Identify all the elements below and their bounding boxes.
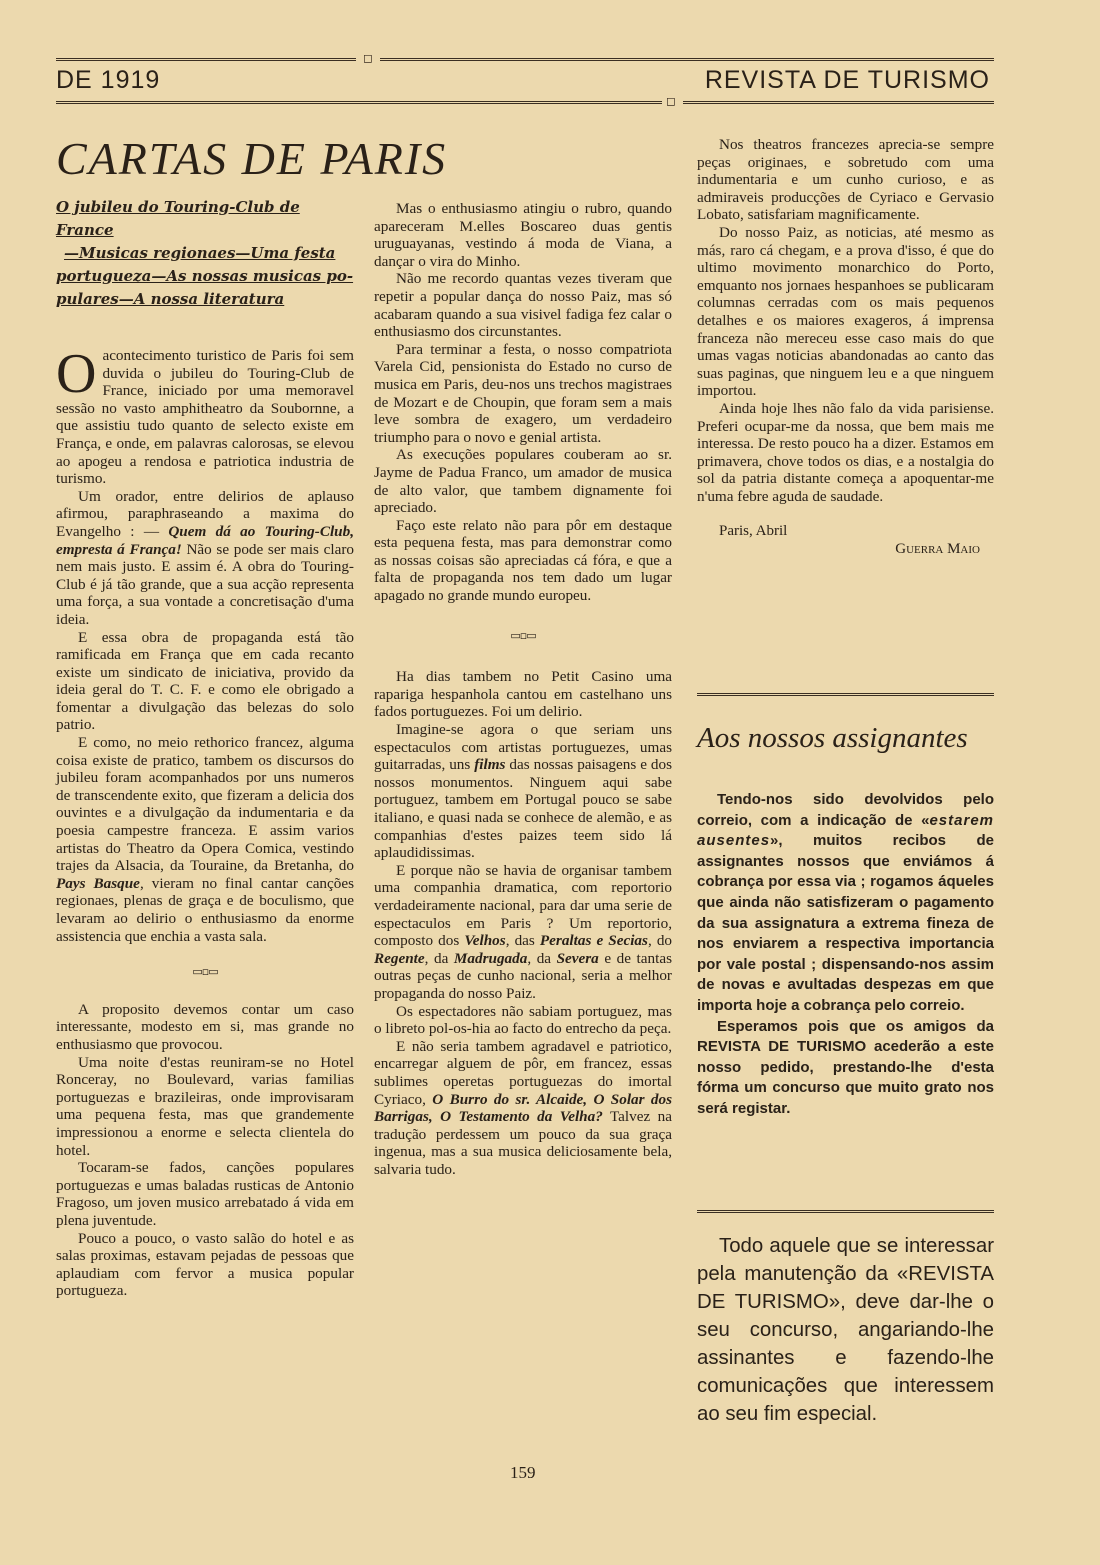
paragraph: Esperamos pois que os amigos da REVISTA DE TURISMO acederão a este nosso pedido, prestando-lhe d'esta fórma um concurso que muito grato nos será registar. bbox=[697, 1017, 994, 1117]
paragraph: Nos theatros francezes aprecia-se sempre peças originaes, e sobretudo com uma indumentaria e um cunho curioso, e as admiraveis producções de Cyriaco e Gervasio Lobato, satisfariam magnificamente. bbox=[697, 136, 994, 224]
emphasis-text: Pays Basque bbox=[56, 874, 140, 892]
article-subtitle bbox=[56, 196, 354, 311]
notice-top-rule bbox=[697, 693, 994, 696]
column-2 bbox=[374, 200, 672, 1178]
paragraph-text: , vieram no final cantar canções regionaes, plenas de graça e de boculismo, que levaram ao delirio o enthusiasmo da enorme assistencia que enchia a vasta sala. bbox=[56, 874, 355, 945]
paragraph-text: , do bbox=[647, 932, 673, 950]
paragraph bbox=[56, 734, 354, 945]
author-signature: Guerra Maio bbox=[895, 541, 980, 558]
paragraph-text: E porque não se havia de organisar tambem uma companhia dramatica, com reportorio verdadeiramente nacional, para dar uma serie de espectaculos em Paris ? Um reportorio, composto dos bbox=[374, 861, 672, 950]
paragraph: Mas o enthusiasmo atingiu o rubro, quando apareceram M.elles Boscareo duas gentis uruguayanas, vestindo á moda de Viana, a dançar o vira do Minho. bbox=[374, 200, 672, 270]
paragraph-text: Talvez na tradução perdessem um pouco da sua graça ingenua, mas a sua musica deliciosamente bela, salvaria tudo. bbox=[374, 1108, 672, 1178]
paragraph bbox=[374, 862, 672, 1003]
paragraph: Os espectadores não sabiam portuguez, mas o libreto pol-os-hia ao facto do entrecho da peça. bbox=[374, 1002, 672, 1038]
subtitle-line: pulares—A nossa literatura bbox=[56, 290, 285, 308]
paragraph bbox=[374, 721, 672, 862]
emphasis-text: films bbox=[474, 756, 506, 774]
paragraph: Faço este relato não para pôr em destaque esta pequena festa, mas para demonstrar como as nossas coisas são apreciadas cá fóra, e que a falta de propaganda nos tem dado um lugar apagado no grande mundo europeu. bbox=[374, 516, 672, 605]
paragraph-text: , da bbox=[527, 949, 557, 967]
notice-title: Aos nossos assignantes bbox=[697, 722, 968, 754]
paragraph: Todo aquele que se interessar pela manutenção da «REVISTA DE TURISMO», deve dar-lhe o seu concurso, angariando-lhe assinantes e fazendo-lhe comunicações que interessem ao seu fim especial. bbox=[697, 1235, 994, 1425]
page-number: 159 bbox=[510, 1463, 536, 1482]
article-title: CARTAS DE PARIS bbox=[56, 133, 448, 184]
paragraph-text: Um orador, entre delirios de aplauso afirmou, paraphraseando a maxima do Evangelho : — bbox=[56, 487, 354, 540]
paragraph: Uma noite d'estas reuniram-se no Hotel Ronceray, no Boulevard, varias familias portuguezas e brazileiras, onde improvisaram uma pequena festa, mas que grandemente impressionou a enorme e selecta clientela do hotel. bbox=[56, 1053, 354, 1159]
emphasis-text: estarem ausentes bbox=[697, 811, 994, 850]
paragraph: As execuções populares couberam ao sr. Jayme de Padua Franco, um amador de musica de alto valor, que tambem dignamente foi apreciado. bbox=[374, 446, 672, 517]
emphasis-text: Madrugada bbox=[453, 949, 528, 967]
paragraph bbox=[697, 790, 994, 1017]
header-bottom-rule bbox=[56, 101, 662, 104]
section-separator: ▭▫▭ bbox=[510, 628, 536, 642]
emphasis-text: Regente bbox=[374, 949, 425, 967]
paragraph: Para terminar a festa, o nosso compatriota Varela Cid, pensionista do Estado no curso de musica em Paris, deu-nos uns trechos magistraes de Mozart e de Choupin, que foram sem a mais leve sombra de exagero, um verdadeiro triumpho para o novo e genial artista. bbox=[374, 340, 672, 446]
paragraph: Pouco a pouco, o vasto salão do hotel e as salas proximas, estavam pejadas de pessoas que aplaudiam com fervor a musica popular portugueza. bbox=[56, 1229, 354, 1300]
header-top-rule bbox=[56, 58, 356, 61]
paragraph: Tocaram-se fados, canções populares portuguezas e umas baladas rusticas de Antonio Fragoso, um joven musico arrebatado á vida em plena juventude. bbox=[56, 1159, 354, 1229]
drop-cap: O bbox=[56, 343, 97, 405]
subtitle-line: —Musicas regionaes—Uma festa bbox=[64, 244, 336, 262]
subtitle-line: portugueza—As nossas musicas po- bbox=[56, 267, 354, 285]
paragraph-text: Imagine-se agora o que seriam uns espectaculos com artistas portuguezes, umas guitarradas, uns bbox=[374, 721, 672, 774]
paragraph-text: E como, no meio rethorico francez, alguma coisa existe de pratico, tambem os discursos do jubileu foram acompanhados por uns numeros de transcendente exito, que fizeram a delicia dos ouvintes e a divulgação da indumentaria e da poesia campestre franceza. E assim varios artistas do Theatro da Opera Comica, vestindo trajes da Alsacia, da Touraine, da Bretanha, do bbox=[56, 734, 354, 875]
paragraph: Ainda hoje lhes não falo da vida parisiense. Preferi ocupar-me da nossa, que bem mais me interessa. De resto pouco ha a dizer. Estamos em primavera, chove todos os dias, e a nostalgia do sol da patria distante começa a apoquentar-me n'uma febre aguda de saudade. bbox=[697, 399, 994, 505]
header-top-rule bbox=[380, 58, 994, 61]
emphasis-text: Severa bbox=[556, 949, 599, 967]
paragraph-text: , da bbox=[424, 949, 454, 967]
section-separator: ▭▫▭ bbox=[192, 965, 218, 979]
paragraph: A proposito devemos contar um caso interessante, modesto em si, mas grande no enthusiasmo que provocou. bbox=[56, 1000, 354, 1053]
paragraph-text: Tendo-nos sido devolvidos pelo correio, com a indicação de « bbox=[697, 791, 994, 829]
paragraph: Não me recordo quantas vezes tiveram que repetir a popular dança do nosso Paiz, mas só acabaram quando a sua visivel fadiga fez calar o enthusiasmo dos circunstantes. bbox=[374, 270, 672, 341]
paragraph bbox=[374, 1038, 672, 1179]
paragraph-text: , das bbox=[505, 932, 540, 950]
header-date: DE 1919 bbox=[56, 66, 161, 94]
emphasis-text: O Burro do sr. Alcaide, O Solar dos Barrigas, O Testamento da Velha? bbox=[374, 1090, 673, 1126]
paragraph-text: Não se pode ser mais claro nem mais justo. E assim é. A obra do Touring-Club é já tão grande, que a sua acção representa uma força, a sua vontade a concretisação d'uma ideia. bbox=[56, 540, 354, 628]
paragraph: Do nosso Paiz, as noticias, até mesmo as más, raro cá chegam, e a prova d'isso, é que do ultimo movimento monarchico do Porto, emquanto nos jornaes hespanhoes se publicaram columnas cerradas com os mais pequenos detalhes e os maiores exageros, á imprensa franceza não mereceu esse caso mais do que umas vagas noticias abandonadas ao canto das suas paginas, que ninguem leu e a que ninguem importou. bbox=[697, 223, 994, 400]
paragraph-text: das nossas paisagens e dos nossos monumentos. Ninguem aqui sabe portuguez, tambem em Portugal pouco se sabe italiano, e quasi nada se conhece de alemão, e as companhias d'estes paizes teem sido lá aplaudidissimas. bbox=[374, 756, 672, 862]
header-ornament: ◻ bbox=[363, 51, 373, 65]
paragraph-text: E não seria tambem agradavel e patriotico, encarregar alguem de pôr, em francez, essas sublimes operetas portuguezas do imortal Cyriaco, bbox=[374, 1037, 672, 1108]
column-1 bbox=[56, 196, 354, 1300]
emphasis-text: Velhos bbox=[464, 932, 506, 950]
quote-text: Quem dá ao Touring-Club, empresta á França! bbox=[56, 522, 355, 558]
subtitle-line: O jubileu do Touring-Club de France bbox=[56, 198, 300, 239]
dateline: Paris, Abril bbox=[719, 523, 788, 540]
header-bottom-rule bbox=[683, 101, 994, 104]
emphasis-text: Peraltas e Secias bbox=[539, 932, 648, 950]
paragraph: E essa obra de propaganda está tão ramificada em França que em cada recanto existe um sindicato de iniciativa, provido da ideia geral do T. C. F. e como ele obrigado a fomentar a divulgação das belezas do solo patrio. bbox=[56, 628, 354, 734]
column-3 bbox=[697, 136, 994, 559]
subscribers-notice bbox=[697, 790, 994, 1120]
paragraph-text: acontecimento turistico de Paris foi sem duvida o jubileu do Touring-Club de France, iniciado por uma memoravel sessão no vasto amphitheatro da Soubornne, a que assistiu tudo quanto de selecto existe em França, e onde, em palavras calorosas, se elevou ao apogeu a rendosa e patriotica industria de turismo. bbox=[56, 347, 354, 488]
paragraph-text: e de tantas outras peças de cunho nacional, seria a melhor propaganda do nosso Paiz. bbox=[374, 949, 672, 1002]
appeal-text bbox=[697, 1232, 994, 1428]
paragraph: Ha dias tambem no Petit Casino uma rapariga hespanhola cantou em castelhano uns fados portuguezes. Foi um delirio. bbox=[374, 668, 672, 721]
paragraph bbox=[56, 488, 354, 629]
paragraph bbox=[56, 343, 354, 488]
header-ornament: ◻ bbox=[666, 94, 676, 108]
paragraph-text: », muitos recibos de assignantes nossos que enviámos á cobrança por essa via ; rogamos áqueles que ainda não satisfizeram o pagamento da sua assignatura a extrema fineza de nos enviarem a respectiva importancia por vale postal ; dispensando-nos assim de novas e avultadas despezas em que importa hoje a cobrança pelo correio. bbox=[697, 832, 994, 1014]
notice-bottom-rule bbox=[697, 1210, 994, 1213]
header-magazine-name: REVISTA DE TURISMO bbox=[704, 66, 990, 94]
